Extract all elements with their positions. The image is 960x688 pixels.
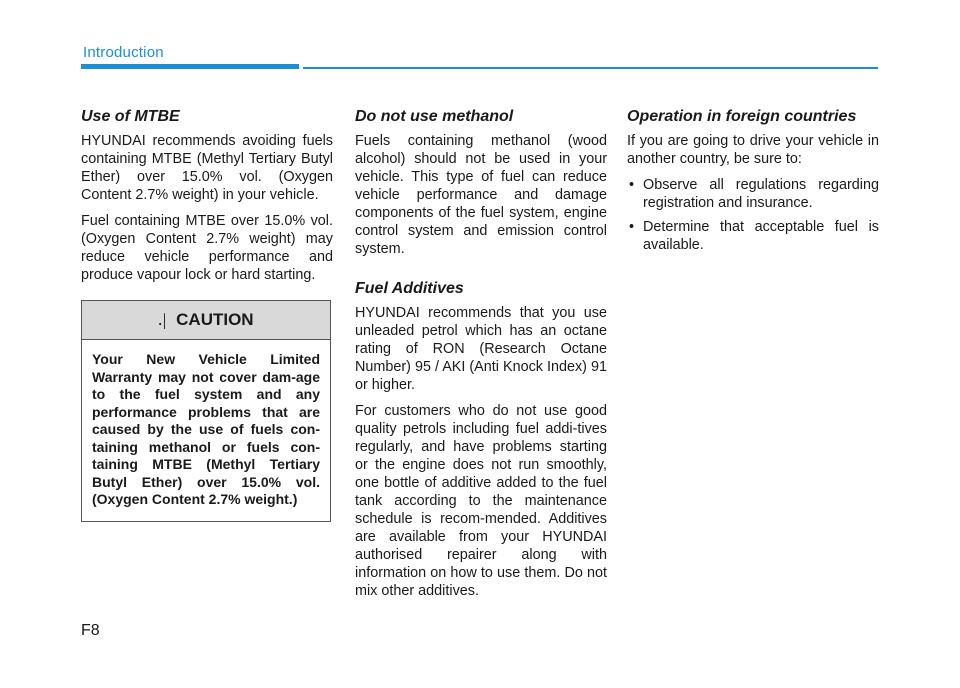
list-item: • Observe all regulations regarding registration and insurance.: [627, 176, 879, 212]
list-item: • Determine that acceptable fuel is available.: [627, 218, 879, 254]
heading-fuel-additives: Fuel Additives: [355, 280, 464, 297]
warning-icon: .│: [158, 312, 169, 328]
column-mtbe: [81, 108, 333, 522]
heading-do-not-use-methanol: Do not use methanol: [355, 108, 514, 125]
caution-text: Your New Vehicle Limited Warranty may not cover dam-age to the fuel system and any performance problems that are caused by the use of fuels con-taining methanol or fuels con-taining MTBE (Methyl Tertiary Butyl Ether) over 15.0% vol. (Oxygen Content 2.7% weight.): [92, 351, 320, 507]
paragraph-foreign-intro: If you are going to drive your vehicle in another country, be sure to:: [627, 133, 879, 167]
section-title: Introduction: [83, 44, 164, 61]
caution-title: CAUTION: [176, 310, 254, 329]
caution-box: [81, 300, 331, 522]
header-rule-thin: [303, 67, 878, 69]
foreign-checklist: [627, 176, 879, 254]
header-rule-thick: [81, 64, 299, 69]
column-methanol-additives: [355, 108, 607, 608]
column-foreign-countries: [627, 108, 879, 260]
heading-operation-foreign: Operation in foreign countries: [627, 108, 857, 125]
paragraph-additives: For customers who do not use good quality petrols including fuel addi-tives regularly, and have problems starting or the engine does not run smoothly, one bottle of additive added to the fuel tank according to the maintenance schedule is recom-mended. Additives are available from your HYUNDAI authorised repairer along with information on how to use them. Do not mix other additives.: [355, 403, 607, 599]
paragraph-mtbe-effects: Fuel containing MTBE over 15.0% vol. (Oxygen Content 2.7% weight) may reduce vehicle performance and produce vapour lock or hard starting.: [81, 213, 333, 283]
page-number: F8: [81, 622, 100, 639]
heading-use-of-mtbe: Use of MTBE: [81, 108, 180, 125]
paragraph-octane: HYUNDAI recommends that you use unleaded petrol which has an octane rating of RON (Research Octane Number) 95 / AKI (Anti Knock Index) 91 or higher.: [355, 305, 607, 393]
paragraph-mtbe-recommend: HYUNDAI recommends avoiding fuels containing MTBE (Methyl Tertiary Butyl Ether) over 15.0% vol. (Oxygen Content 2.7% weight) in your vehicle.: [81, 133, 333, 203]
paragraph-methanol: Fuels containing methanol (wood alcohol) should not be used in your vehicle. This type of fuel can reduce vehicle performance and damage components of the fuel system, engine control system and emission control system.: [355, 133, 607, 257]
caution-header: [82, 301, 330, 340]
